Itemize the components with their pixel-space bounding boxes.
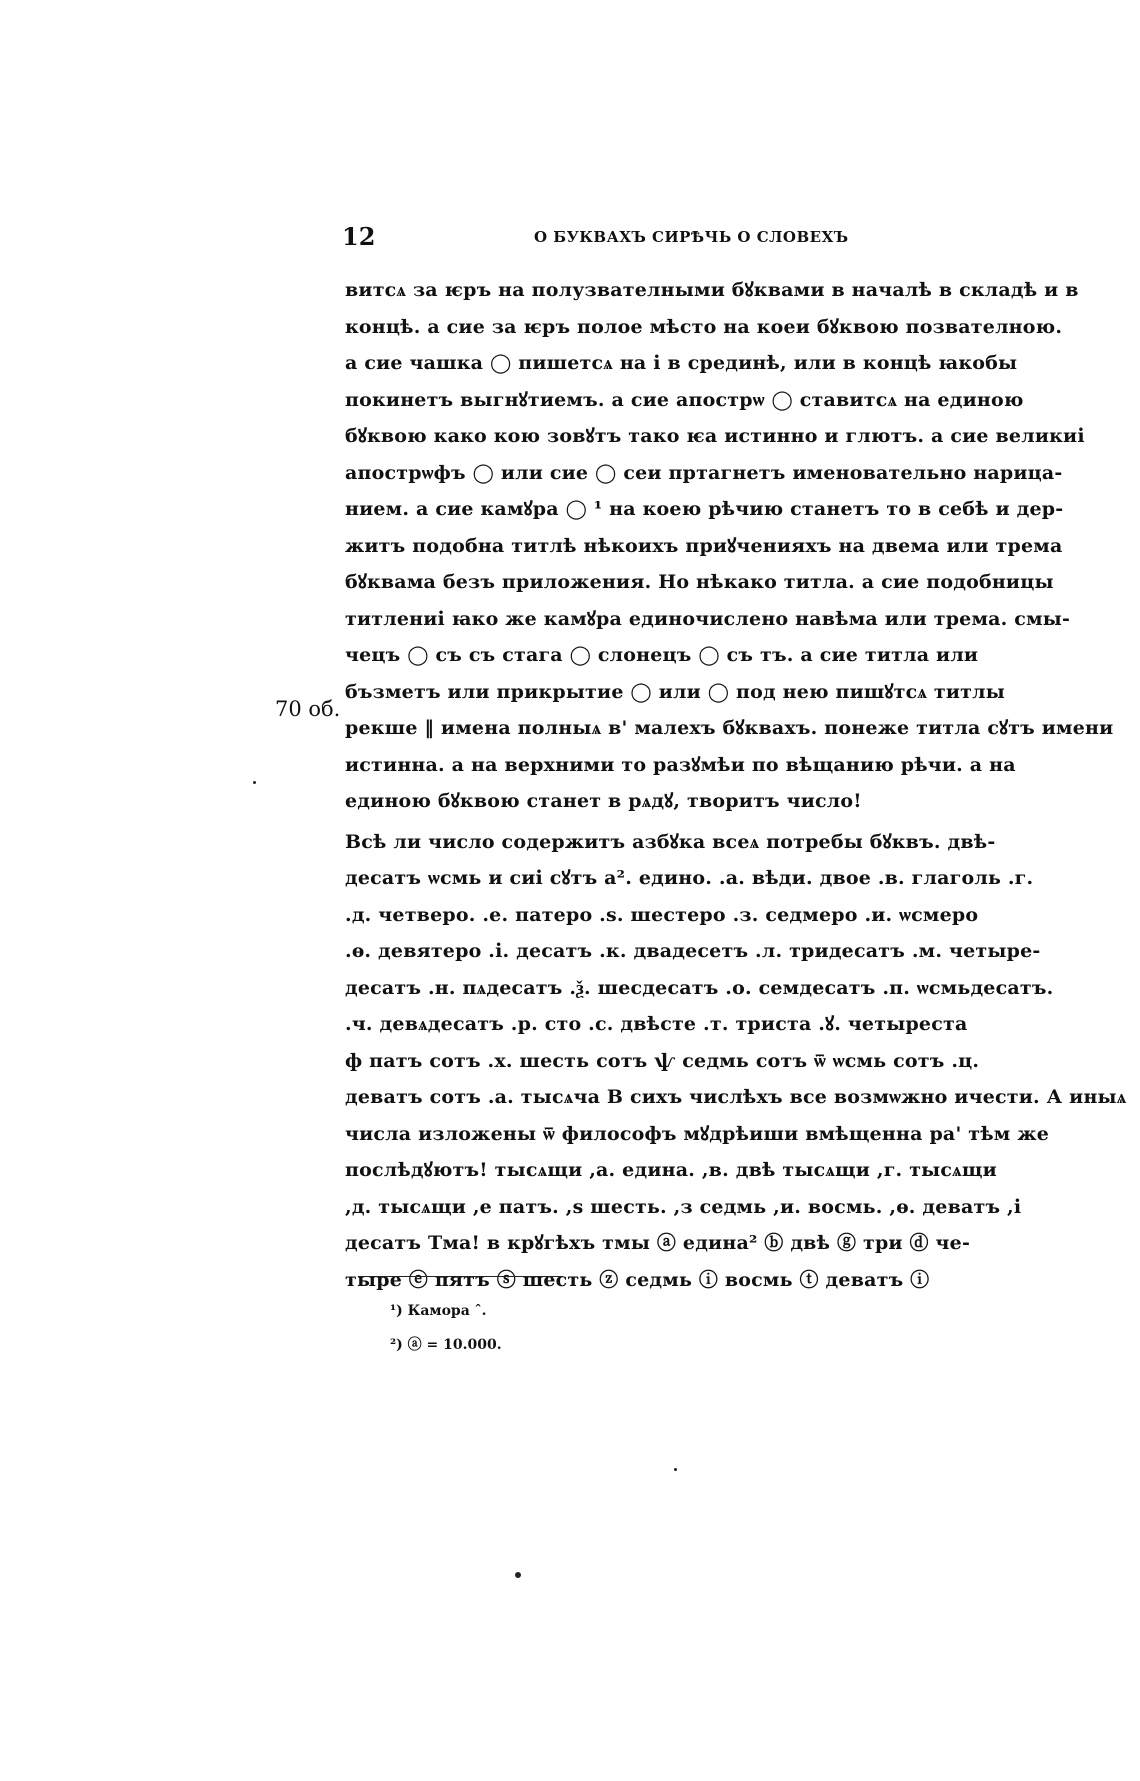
text-line: .ѳ. девятеро .і. десатъ .к. двадесетъ .л. тридесатъ .м. четыре- xyxy=(345,940,1041,962)
page-number: 12 xyxy=(342,222,376,251)
text-line: послѣдꙋютъ! тысѧщи ,а. едина. ,в. двѣ тысѧщи ,г. тысѧщи xyxy=(345,1159,997,1181)
text-line: десатъ ѡсмь и сиі сꙋтъ а². едино. .а. вѣди. двое .в. глаголь .г. xyxy=(345,867,1034,889)
stray-mark xyxy=(674,1468,677,1471)
text-line: десатъ .н. пѧдесатъ .ѯ. шесдесатъ .о. семдесатъ .п. ѡсмьдесатъ. xyxy=(345,976,1054,999)
text-line: .д. четверо. .е. патеро .ѕ. шестеро .з. седмеро .и. ѡсмеро xyxy=(345,903,979,926)
footnote: ²) ⓐ = 10.000. xyxy=(390,1337,502,1353)
text-line: витсѧ за ѥръ на полузвателными бꙋквами в началѣ в складѣ и в xyxy=(345,279,1079,301)
text-line: единою бꙋквою станет в рѧдꙋ, творитъ число! xyxy=(345,790,862,812)
running-title: О БУКВАХЪ СИРѢЧЬ О СЛОВЕХЪ xyxy=(534,228,849,246)
text-line: .ч. девѧдесатъ .р. сто .с. двѣсте .т. триста .ꙋ. четыреста xyxy=(345,1013,968,1035)
text-line: бꙋквою како кою зовꙋтъ тако ѥа истинно и глютъ. а сие великиі xyxy=(345,425,1085,447)
text-line: истинна. а на верхними то разꙋмѣи по вѣщанию рѣчи. а на xyxy=(345,753,1016,776)
stray-mark xyxy=(253,781,256,784)
text-line: покинетъ выгнꙋтиемъ. а сие апострѡ ◯ ставитсѧ на единою xyxy=(345,388,1024,411)
text-line: концѣ. а сие за ѥръ полое мѣсто на коеи бꙋквою позвателною. xyxy=(345,315,1063,338)
text-line: ф патъ сотъ .х. шесть сотъ ѱ седмь сотъ ѿ ѡсмь сотъ .ц. xyxy=(345,1049,980,1072)
text-line: титлениі ꙗко же камꙋра единочислено навѣма или трема. смы- xyxy=(345,607,1071,630)
text-line: бъзметъ или прикрытие ◯ или ◯ под нею пишꙋтсѧ титлы xyxy=(345,680,1005,703)
text-line: нием. а сие камꙋра ◯ ¹ на коею рѣчию станетъ то в себѣ и дер- xyxy=(345,498,1064,520)
text-line: деватъ сотъ .а. тысѧча В сихъ числѣхъ все возмѡжно ичести. А иныѧ xyxy=(345,1086,1127,1108)
text-line: а сие чашка ◯ пишетсѧ на і в срединѣ, или в концѣ ꙗкобы xyxy=(345,352,1018,374)
body-text xyxy=(345,272,1127,1298)
text-line: тыре ⓔ пятъ ⓢ шесть ⓩ седмь ⓘ восмь ⓣ деватъ ⓘ xyxy=(345,1268,930,1291)
text-line: житъ подобна титлѣ нѣкоихъ приꙋченияхъ на двема или трема xyxy=(345,534,1063,557)
margin-folio-note: 70 об. xyxy=(275,697,341,721)
footnote-rule xyxy=(358,1276,563,1277)
text-line: числа изложены ѿ философъ мꙋдрѣиши вмѣщенна ра' тѣм же xyxy=(345,1122,1049,1145)
text-line: чецъ ◯ съ съ стага ◯ слонецъ ◯ съ тъ. а сие титла или xyxy=(345,644,979,666)
text-line: десатъ Тма! в крꙋгѣхъ тмы ⓐ едина² ⓑ двѣ ⓖ три ⓓ че- xyxy=(345,1232,971,1254)
text-line: бꙋквама безъ приложения. Но нѣкако титла. а сие подобницы xyxy=(345,571,1054,593)
footnote: ¹) Камора ˆ. xyxy=(390,1303,487,1319)
stray-mark xyxy=(515,1572,521,1578)
footnotes xyxy=(390,1294,502,1362)
text-line: ,д. тысѧщи ,е патъ. ,ѕ шесть. ,з седмь ,и. восмь. ,ѳ. деватъ ,і xyxy=(345,1195,1022,1218)
text-line: Всѣ ли число содержитъ азбꙋка всеѧ потребы бꙋквъ. двѣ- xyxy=(345,830,996,853)
text-line: рекше ‖ имена полныѧ в' малехъ бꙋквахъ. понеже титла сꙋтъ имени xyxy=(345,717,1114,739)
text-line: апострѡфъ ◯ или сие ◯ сеи пртагнетъ именовательно нарица- xyxy=(345,461,1063,484)
